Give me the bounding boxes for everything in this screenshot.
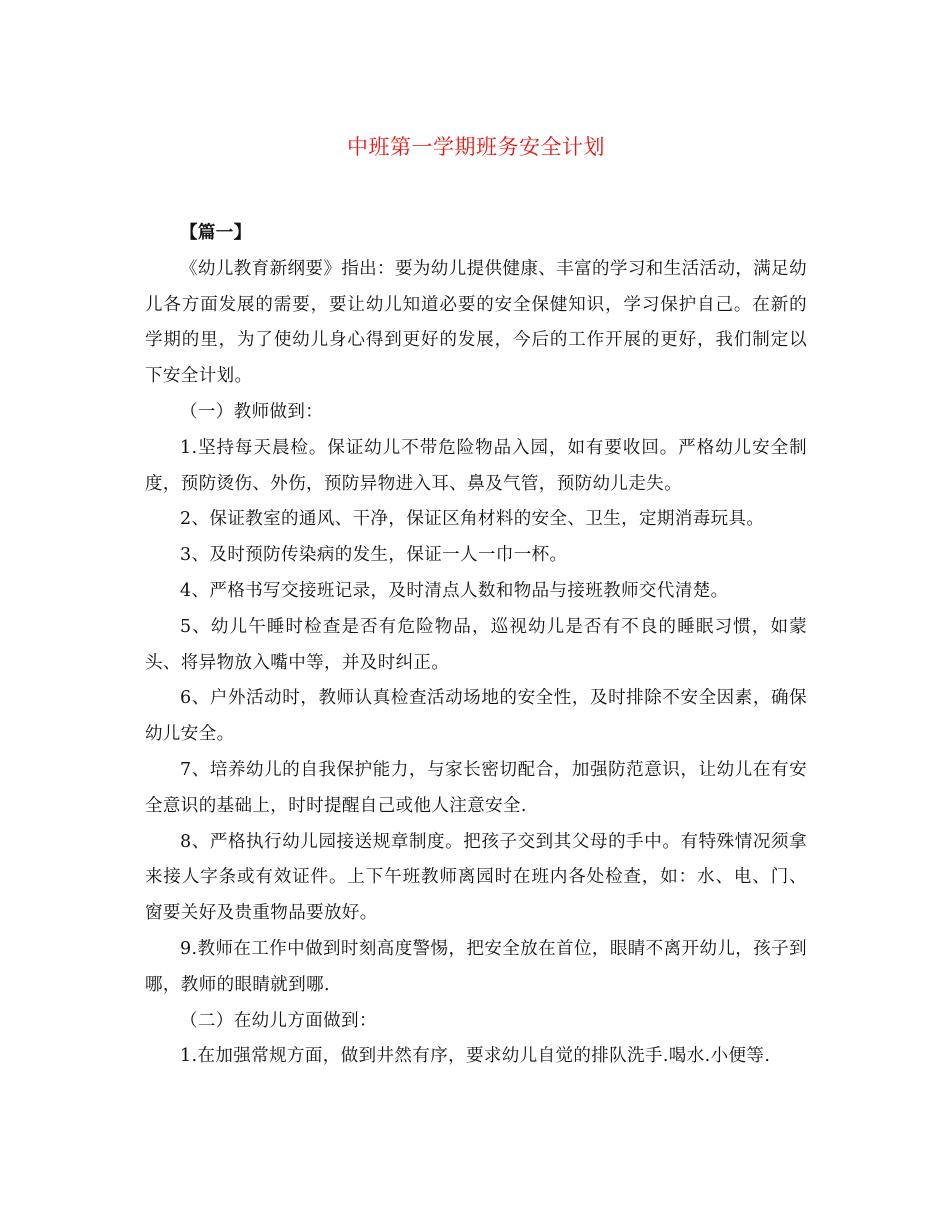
list-item: 7、培养幼儿的自我保护能力，与家长密切配合，加强防范意识，让幼儿在有安全意识的基础上，时时提醒自己或他人注意安全.: [145, 759, 807, 816]
list-item: 3、及时预防传染病的发生，保证一人一巾一杯。: [180, 545, 568, 566]
subsection-heading-children: （二）在幼儿方面做到：: [180, 1010, 377, 1031]
subsection-heading-teachers: （一）教师做到：: [180, 401, 324, 422]
document-body: [145, 216, 807, 1075]
list-item: 1.坚持每天晨检。保证幼儿不带危险物品入园，如有要收回。严格幼儿安全制度，预防烫伤、外伤，预防异物进入耳、鼻及气管，预防幼儿走失。: [145, 437, 807, 494]
list-item: 9.教师在工作中做到时刻高度警惕，把安全放在首位，眼睛不离开幼儿，孩子到哪，教师的眼睛就到哪.: [145, 938, 807, 995]
list-item: 4、严格书写交接班记录，及时清点人数和物品与接班教师交代清楚。: [180, 580, 729, 601]
list-item: 6、户外活动时，教师认真检查活动场地的安全性，及时排除不安全因素，确保幼儿安全。: [145, 688, 807, 745]
list-item: 8、严格执行幼儿园接送规章制度。把孩子交到其父母的手中。有特殊情况须拿来接人字条或有效证件。上下午班教师离园时在班内各处检查，如：水、电、门、窗要关好及贵重物品要放好。: [145, 831, 807, 924]
list-item: 1.在加强常规方面，做到井然有序，要求幼儿自觉的排队洗手.喝水.小便等.: [180, 1046, 771, 1067]
document-title: 中班第一学期班务安全计划: [347, 135, 605, 159]
list-item: 5、幼儿午睡时检查是否有危险物品，巡视幼儿是否有不良的睡眠习惯，如蒙头、将异物放入嘴中等，并及时纠正。: [145, 616, 807, 673]
list-item: 2、保证教室的通风、干净，保证区角材料的安全、卫生，定期消毒玩具。: [180, 509, 765, 530]
section-label: 【篇一】: [180, 223, 252, 243]
intro-paragraph: 《幼儿教育新纲要》指出：要为幼儿提供健康、丰富的学习和生活活动，满足幼儿各方面发展的需要，要让幼儿知道必要的安全保健知识，学习保护自己。在新的学期的里，为了使幼儿身心得到更好的发展，今后的工作开展的更好，我们制定以下安全计划。: [145, 258, 807, 387]
